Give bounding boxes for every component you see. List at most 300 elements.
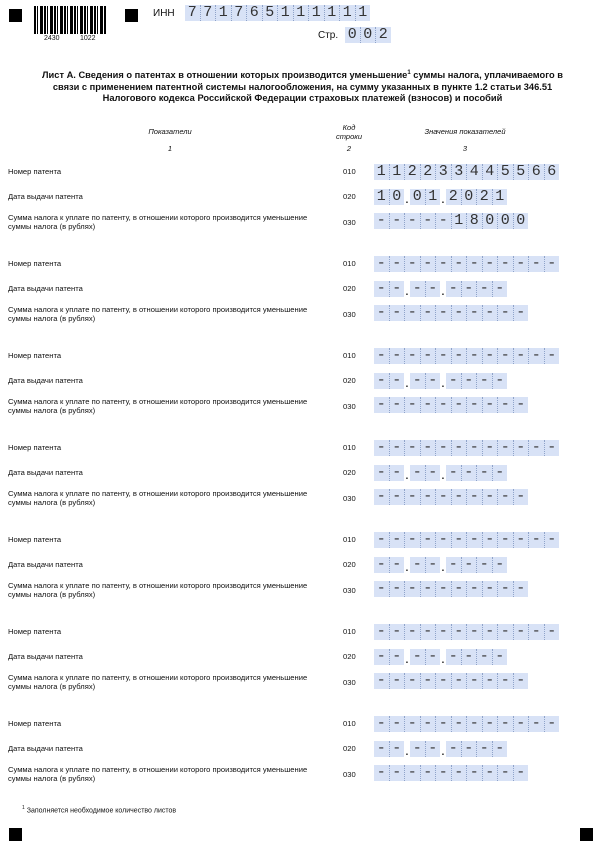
inn-cell: 7 <box>231 5 247 21</box>
patent-number-field[interactable] <box>374 164 559 180</box>
tax-sum-cell: - <box>404 305 420 321</box>
inn-cell: 1 <box>215 5 231 21</box>
date-cell: - <box>461 557 477 573</box>
patent-number-cell: 1 <box>374 164 389 180</box>
patent-number-cell: - <box>389 440 405 456</box>
tax-sum-cell: - <box>482 489 498 505</box>
tax-sum-cell: - <box>497 765 513 781</box>
row-code-issue-date: 020 <box>343 468 356 477</box>
patent-number-cell: - <box>451 624 467 640</box>
patent-number-cell: 5 <box>513 164 529 180</box>
date-part <box>374 649 404 665</box>
row-label-issue-date: Дата выдачи патента <box>8 192 83 201</box>
patent-number-cell: - <box>497 624 513 640</box>
patent-number-cell: - <box>374 256 389 272</box>
patent-number-cell: - <box>451 440 467 456</box>
row-label-tax-sum: Сумма налога к уплате по патенту, в отношении которого производится уменьшение суммы налога (в рублях) <box>8 673 308 691</box>
date-cell: - <box>492 649 508 665</box>
date-separator: . <box>441 742 445 758</box>
tax-sum-field[interactable] <box>374 581 528 597</box>
column-number-indicators: 1 <box>167 144 173 153</box>
barcode <box>34 6 106 34</box>
corner-marker-top-right <box>125 9 138 22</box>
patent-number-cell: - <box>404 532 420 548</box>
date-separator: . <box>441 650 445 666</box>
patent-number-cell: 3 <box>435 164 451 180</box>
date-part <box>410 189 440 205</box>
date-cell: - <box>461 465 477 481</box>
inn-field[interactable] <box>185 5 370 21</box>
tax-sum-cell: - <box>435 673 451 689</box>
date-cell: - <box>374 557 389 573</box>
date-cell: - <box>425 373 441 389</box>
date-cell: - <box>410 465 425 481</box>
date-cell: - <box>461 649 477 665</box>
tax-sum-cell: - <box>420 673 436 689</box>
page-number-field[interactable] <box>345 27 391 43</box>
patent-number-cell: - <box>497 440 513 456</box>
patent-number-cell: 2 <box>420 164 436 180</box>
patent-number-cell: - <box>544 440 560 456</box>
patent-number-cell: 4 <box>466 164 482 180</box>
tax-sum-cell: - <box>513 489 529 505</box>
corner-marker-bottom-left <box>9 828 22 841</box>
row-code-issue-date: 020 <box>343 560 356 569</box>
patent-number-cell: - <box>482 716 498 732</box>
tax-sum-field[interactable] <box>374 765 528 781</box>
patent-number-field[interactable] <box>374 624 559 640</box>
patent-number-cell: - <box>466 716 482 732</box>
tax-sum-cell: - <box>435 213 451 229</box>
row-code-tax-sum: 030 <box>343 678 356 687</box>
date-part <box>374 373 404 389</box>
date-part <box>374 281 404 297</box>
date-cell: - <box>425 649 441 665</box>
date-cell: - <box>446 465 461 481</box>
date-cell: 1 <box>374 189 389 205</box>
date-cell: 2 <box>446 189 461 205</box>
tax-sum-cell: - <box>404 397 420 413</box>
barcode-number-right: 1022 <box>80 35 96 42</box>
date-cell: 0 <box>461 189 477 205</box>
patent-number-cell: - <box>451 532 467 548</box>
patent-number-cell: - <box>389 532 405 548</box>
patent-number-cell: - <box>513 440 529 456</box>
date-cell: - <box>374 373 389 389</box>
date-part <box>446 649 507 665</box>
patent-number-cell: - <box>435 716 451 732</box>
date-part <box>410 373 440 389</box>
row-label-patent-number: Номер патента <box>8 443 62 452</box>
page-cell: 0 <box>345 27 360 43</box>
date-cell: - <box>389 373 405 389</box>
date-cell: - <box>389 649 405 665</box>
patent-number-cell: - <box>528 716 544 732</box>
date-cell: - <box>425 557 441 573</box>
tax-sum-cell: - <box>497 305 513 321</box>
row-label-patent-number: Номер патента <box>8 627 62 636</box>
tax-sum-cell: - <box>466 397 482 413</box>
tax-sum-cell: - <box>420 213 436 229</box>
date-cell: - <box>492 373 508 389</box>
row-code-tax-sum: 030 <box>343 494 356 503</box>
issue-date-field[interactable] <box>374 189 507 205</box>
row-label-issue-date: Дата выдачи патента <box>8 652 83 661</box>
issue-date-field[interactable] <box>374 281 507 297</box>
date-cell: - <box>446 557 461 573</box>
row-code-tax-sum: 030 <box>343 218 356 227</box>
patent-number-cell: - <box>466 440 482 456</box>
date-cell: - <box>476 741 492 757</box>
date-cell: - <box>374 741 389 757</box>
date-part <box>446 281 507 297</box>
date-part <box>446 189 507 205</box>
date-separator: . <box>441 558 445 574</box>
patent-number-cell: - <box>528 440 544 456</box>
date-part <box>374 189 404 205</box>
date-separator: . <box>441 374 445 390</box>
tax-sum-cell: 0 <box>482 213 498 229</box>
date-cell: - <box>425 281 441 297</box>
row-label-issue-date: Дата выдачи патента <box>8 744 83 753</box>
date-cell: - <box>389 281 405 297</box>
issue-date-field[interactable] <box>374 465 507 481</box>
tax-sum-cell: - <box>374 673 389 689</box>
patent-number-cell: - <box>544 256 560 272</box>
footnote-text: Заполняется необходимое количество листов <box>26 807 177 815</box>
sheet-title <box>40 68 565 105</box>
row-label-patent-number: Номер патента <box>8 351 62 360</box>
patent-number-cell: - <box>420 716 436 732</box>
date-cell: - <box>476 373 492 389</box>
patent-number-cell: - <box>404 440 420 456</box>
patent-number-cell: - <box>435 532 451 548</box>
tax-sum-cell: - <box>389 489 405 505</box>
tax-sum-cell: - <box>451 305 467 321</box>
tax-sum-cell: - <box>374 765 389 781</box>
issue-date-field[interactable] <box>374 741 507 757</box>
tax-sum-cell: - <box>466 489 482 505</box>
inn-cell: 1 <box>308 5 324 21</box>
tax-sum-cell: - <box>420 397 436 413</box>
tax-sum-cell: 1 <box>451 213 467 229</box>
date-cell: - <box>389 465 405 481</box>
title-text-after: суммы налога, уплачиваемого в связи с применением патентной системы налогообложения, на сумму указанных в пункте 1.2 статьи 346.51 Налогового кодекса Российской Федерации страховых платежей (взносов) и пособий <box>52 70 563 104</box>
tax-sum-cell: - <box>389 305 405 321</box>
row-label-issue-date: Дата выдачи патента <box>8 376 83 385</box>
patent-number-cell: - <box>404 716 420 732</box>
tax-sum-cell: - <box>497 489 513 505</box>
patent-number-cell: - <box>482 256 498 272</box>
row-label-patent-number: Номер патента <box>8 167 62 176</box>
inn-cell: 5 <box>262 5 278 21</box>
patent-number-cell: - <box>374 716 389 732</box>
patent-number-cell: - <box>528 532 544 548</box>
inn-cell: 1 <box>339 5 355 21</box>
patent-number-cell: - <box>482 440 498 456</box>
inn-label: ИНН <box>153 8 175 19</box>
tax-sum-cell: - <box>482 673 498 689</box>
date-separator: . <box>405 374 409 390</box>
patent-number-field[interactable] <box>374 256 559 272</box>
patent-number-field[interactable] <box>374 348 559 364</box>
date-part <box>410 281 440 297</box>
barcode-number-left: 2430 <box>44 35 60 42</box>
tax-sum-cell: - <box>374 581 389 597</box>
date-separator: . <box>441 190 445 206</box>
tax-sum-cell: - <box>420 581 436 597</box>
date-separator: . <box>405 650 409 666</box>
row-code-issue-date: 020 <box>343 652 356 661</box>
date-cell: - <box>389 741 405 757</box>
date-cell: - <box>410 741 425 757</box>
row-code-issue-date: 020 <box>343 284 356 293</box>
title-footnote-mark: 1 <box>407 70 411 76</box>
tax-sum-cell: - <box>497 397 513 413</box>
date-cell: - <box>410 649 425 665</box>
patent-number-field[interactable] <box>374 440 559 456</box>
tax-sum-cell: - <box>466 673 482 689</box>
tax-sum-cell: - <box>435 581 451 597</box>
tax-sum-cell: - <box>404 489 420 505</box>
inn-cell: 1 <box>324 5 340 21</box>
patent-number-cell: - <box>404 256 420 272</box>
tax-sum-cell: - <box>389 213 405 229</box>
patent-number-cell: - <box>513 256 529 272</box>
row-label-issue-date: Дата выдачи патента <box>8 560 83 569</box>
tax-sum-cell: - <box>513 305 529 321</box>
tax-sum-field[interactable] <box>374 673 528 689</box>
column-header-code: Код строки <box>336 123 362 141</box>
patent-number-cell: - <box>497 532 513 548</box>
date-cell: - <box>410 557 425 573</box>
patent-number-cell: 3 <box>451 164 467 180</box>
date-cell: - <box>476 557 492 573</box>
issue-date-field[interactable] <box>374 649 507 665</box>
tax-sum-cell: - <box>404 581 420 597</box>
row-code-tax-sum: 030 <box>343 402 356 411</box>
tax-sum-cell: - <box>389 581 405 597</box>
patent-number-cell: - <box>389 256 405 272</box>
patent-number-cell: - <box>497 348 513 364</box>
page-cell: 2 <box>375 27 391 43</box>
date-cell: - <box>492 557 508 573</box>
tax-sum-cell: - <box>374 489 389 505</box>
tax-sum-field[interactable] <box>374 397 528 413</box>
patent-number-cell: - <box>482 532 498 548</box>
date-separator: . <box>405 282 409 298</box>
tax-sum-cell: - <box>374 213 389 229</box>
row-code-patent-number: 010 <box>343 351 356 360</box>
tax-sum-field[interactable] <box>374 305 528 321</box>
tax-sum-cell: - <box>513 765 529 781</box>
tax-sum-cell: - <box>466 765 482 781</box>
date-cell: - <box>446 373 461 389</box>
row-code-patent-number: 010 <box>343 259 356 268</box>
row-code-tax-sum: 030 <box>343 586 356 595</box>
row-code-tax-sum: 030 <box>343 770 356 779</box>
patent-number-cell: - <box>389 624 405 640</box>
patent-number-cell: - <box>544 716 560 732</box>
tax-sum-cell: - <box>482 765 498 781</box>
date-cell: - <box>425 741 441 757</box>
tax-sum-cell: - <box>451 581 467 597</box>
date-part <box>410 649 440 665</box>
tax-sum-cell: - <box>497 581 513 597</box>
patent-number-cell: - <box>404 348 420 364</box>
patent-number-cell: - <box>482 348 498 364</box>
row-code-patent-number: 010 <box>343 627 356 636</box>
inn-cell: 7 <box>200 5 216 21</box>
patent-number-cell: - <box>466 348 482 364</box>
patent-number-field[interactable] <box>374 532 559 548</box>
patent-number-cell: - <box>528 624 544 640</box>
row-label-tax-sum: Сумма налога к уплате по патенту, в отношении которого производится уменьшение суммы налога (в рублях) <box>8 765 308 783</box>
date-cell: - <box>374 649 389 665</box>
patent-number-field[interactable] <box>374 716 559 732</box>
date-cell: - <box>492 465 508 481</box>
corner-marker-bottom-right <box>580 828 593 841</box>
date-cell: - <box>476 281 492 297</box>
date-part <box>446 465 507 481</box>
row-label-patent-number: Номер патента <box>8 719 62 728</box>
patent-number-cell: - <box>466 624 482 640</box>
date-cell: - <box>476 649 492 665</box>
patent-number-cell: - <box>451 256 467 272</box>
tax-sum-cell: - <box>435 765 451 781</box>
date-cell: - <box>425 465 441 481</box>
patent-number-cell: - <box>513 624 529 640</box>
patent-number-cell: - <box>374 532 389 548</box>
date-separator: . <box>441 282 445 298</box>
row-label-tax-sum: Сумма налога к уплате по патенту, в отношении которого производится уменьшение суммы налога (в рублях) <box>8 305 308 323</box>
date-separator: . <box>405 190 409 206</box>
patent-number-cell: - <box>420 532 436 548</box>
row-code-patent-number: 010 <box>343 443 356 452</box>
tax-sum-cell: 8 <box>466 213 482 229</box>
patent-number-cell: - <box>544 348 560 364</box>
date-cell: - <box>410 281 425 297</box>
patent-number-cell: - <box>451 348 467 364</box>
patent-number-cell: - <box>420 348 436 364</box>
date-part <box>374 557 404 573</box>
tax-sum-cell: - <box>420 765 436 781</box>
patent-number-cell: - <box>513 348 529 364</box>
patent-number-cell: - <box>420 440 436 456</box>
patent-number-cell: - <box>513 716 529 732</box>
inn-cell: 1 <box>277 5 293 21</box>
date-cell: - <box>389 557 405 573</box>
date-part <box>446 741 507 757</box>
patent-number-cell: - <box>451 716 467 732</box>
row-label-tax-sum: Сумма налога к уплате по патенту, в отношении которого производится уменьшение суммы налога (в рублях) <box>8 397 308 415</box>
tax-sum-cell: - <box>404 765 420 781</box>
date-cell: - <box>461 741 477 757</box>
inn-cell: 1 <box>355 5 371 21</box>
tax-sum-field[interactable] <box>374 489 528 505</box>
patent-number-cell: - <box>528 348 544 364</box>
date-separator: . <box>405 742 409 758</box>
row-code-patent-number: 010 <box>343 167 356 176</box>
footnote <box>22 805 176 814</box>
footnote-mark: 1 <box>22 805 25 811</box>
column-number-values: 3 <box>462 144 468 153</box>
tax-sum-cell: - <box>451 489 467 505</box>
date-part <box>446 557 507 573</box>
patent-number-cell: 5 <box>497 164 513 180</box>
tax-sum-cell: - <box>435 397 451 413</box>
patent-number-cell: - <box>435 348 451 364</box>
tax-sum-field[interactable] <box>374 213 528 229</box>
date-part <box>446 373 507 389</box>
date-cell: - <box>446 281 461 297</box>
patent-number-cell: - <box>420 624 436 640</box>
tax-sum-cell: - <box>389 397 405 413</box>
tax-sum-cell: 0 <box>497 213 513 229</box>
page-label: Стр. <box>318 30 339 41</box>
patent-number-cell: - <box>374 624 389 640</box>
row-code-issue-date: 020 <box>343 376 356 385</box>
tax-sum-cell: - <box>482 397 498 413</box>
date-cell: 0 <box>410 189 425 205</box>
issue-date-field[interactable] <box>374 557 507 573</box>
corner-marker-top-left <box>9 9 22 22</box>
date-cell: - <box>374 465 389 481</box>
tax-sum-cell: - <box>466 581 482 597</box>
inn-cell: 6 <box>246 5 262 21</box>
tax-sum-cell: - <box>513 673 529 689</box>
date-cell: 1 <box>492 189 508 205</box>
date-cell: 2 <box>476 189 492 205</box>
patent-number-cell: - <box>466 532 482 548</box>
date-separator: . <box>405 466 409 482</box>
date-part <box>374 465 404 481</box>
tax-sum-cell: - <box>451 673 467 689</box>
date-cell: - <box>374 281 389 297</box>
patent-number-cell: - <box>497 256 513 272</box>
patent-number-cell: - <box>435 624 451 640</box>
patent-number-cell: - <box>435 256 451 272</box>
row-label-patent-number: Номер патента <box>8 259 62 268</box>
row-code-patent-number: 010 <box>343 535 356 544</box>
patent-number-cell: - <box>497 716 513 732</box>
patent-number-cell: - <box>528 256 544 272</box>
date-part <box>410 557 440 573</box>
tax-sum-cell: - <box>374 397 389 413</box>
date-cell: - <box>446 741 461 757</box>
row-label-issue-date: Дата выдачи патента <box>8 284 83 293</box>
issue-date-field[interactable] <box>374 373 507 389</box>
patent-number-cell: - <box>420 256 436 272</box>
patent-number-cell: - <box>435 440 451 456</box>
tax-sum-cell: - <box>513 581 529 597</box>
patent-number-cell: - <box>513 532 529 548</box>
date-cell: - <box>461 281 477 297</box>
patent-number-cell: 1 <box>389 164 405 180</box>
tax-sum-cell: - <box>451 397 467 413</box>
tax-sum-cell: - <box>513 397 529 413</box>
patent-number-cell: - <box>374 348 389 364</box>
tax-sum-cell: - <box>482 305 498 321</box>
page-cell: 0 <box>360 27 376 43</box>
row-code-issue-date: 020 <box>343 192 356 201</box>
tax-sum-cell: - <box>420 305 436 321</box>
row-label-issue-date: Дата выдачи патента <box>8 468 83 477</box>
tax-sum-cell: - <box>466 305 482 321</box>
tax-sum-cell: 0 <box>513 213 529 229</box>
patent-number-cell: - <box>544 532 560 548</box>
patent-number-cell: - <box>404 624 420 640</box>
